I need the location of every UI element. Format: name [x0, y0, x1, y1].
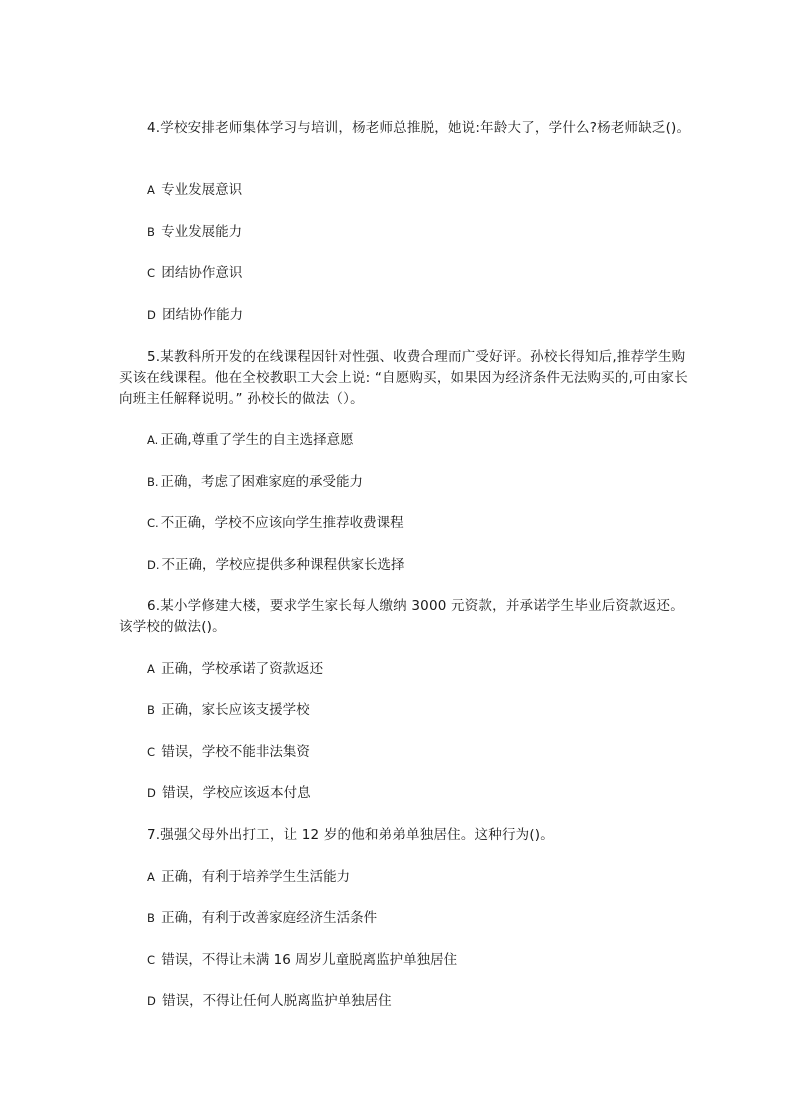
option-letter: B: [147, 703, 155, 717]
option-letter: B: [147, 225, 155, 239]
option-text: 不正确，学校不应该向学生推荐收费课程: [160, 515, 404, 531]
option-text: 专业发展意识: [156, 182, 243, 198]
question-text: 5.某教科所开发的在线课程因针对性强、收费合理而广受好评。孙校长得知后,推荐学生购买该在线课程。他在全校教职工大会上说: “自愿购买，如果因为经济条件无法购买的,可由家长向班主任解释说明。” 孙校长的做法（）。: [119, 349, 688, 407]
option-text: 正确，有利于改善家庭经济生活条件: [156, 910, 378, 926]
option-letter: C.: [147, 516, 159, 530]
option-letter: A: [147, 183, 155, 197]
question-4-option-a: [147, 180, 242, 200]
question-4-option-c: [147, 263, 242, 283]
option-letter: B.: [147, 475, 159, 489]
question-4-option-d: [147, 305, 243, 325]
option-text: 错误，不得让未满 16 周岁儿童脱离监护单独居住: [157, 952, 458, 968]
question-7-option-c: [147, 950, 457, 970]
option-text: 正确，学校承诺了资款返还: [156, 661, 324, 677]
question-7-option-b: [147, 908, 377, 928]
option-letter: C: [147, 266, 156, 280]
question-7-option-d: [147, 991, 392, 1011]
option-letter: B: [147, 911, 155, 925]
option-letter: A: [147, 870, 155, 884]
option-text: 错误，学校应该返本付息: [157, 785, 311, 801]
question-text: 4.学校安排老师集体学习与培训，杨老师总推脱，她说:年龄大了，学什么?杨老师缺乏()。: [147, 120, 691, 136]
question-6-option-b: [147, 700, 310, 720]
question-7-option-a: [147, 867, 350, 887]
question-4-stem: [119, 118, 691, 139]
question-4-option-b: [147, 222, 242, 242]
question-5-stem: [119, 347, 691, 410]
question-6-option-c: [147, 742, 310, 762]
option-letter: D: [147, 308, 156, 322]
option-text: 正确,尊重了学生的自主选择意愿: [160, 432, 354, 448]
question-text: 7.强强父母外出打工，让 12 岁的他和弟弟单独居住。这种行为()。: [147, 827, 554, 843]
option-letter: C: [147, 953, 156, 967]
question-5-option-c: [147, 513, 404, 533]
option-text: 错误，学校不能非法集资: [157, 744, 310, 760]
question-6-option-d: [147, 783, 311, 803]
option-text: 团结协作意识: [157, 265, 243, 281]
option-text: 团结协作能力: [157, 307, 244, 323]
question-5-option-a: [147, 430, 354, 450]
option-letter: A.: [147, 433, 159, 447]
option-letter: D: [147, 786, 156, 800]
option-text: 专业发展能力: [156, 224, 243, 240]
question-5-option-b: [147, 472, 363, 492]
option-letter: C: [147, 745, 156, 759]
option-letter: D: [147, 994, 156, 1008]
question-6-option-a: [147, 659, 323, 679]
question-6-stem: [119, 596, 691, 638]
question-5-option-d: [147, 555, 405, 575]
option-text: 正确，家长应该支援学校: [156, 702, 310, 718]
question-7-stem: [119, 825, 691, 846]
option-text: 正确，考虑了困难家庭的承受能力: [160, 474, 364, 490]
option-text: 不正确，学校应提供多种课程供家长选择: [161, 557, 405, 573]
option-letter: D.: [147, 558, 160, 572]
option-text: 错误，不得让任何人脱离监护单独居住: [157, 993, 392, 1009]
question-text: 6.某小学修建大楼，要求学生家长每人缴纳 3000 元资款，并承诺学生毕业后资款返还。该学校的做法()。: [119, 598, 684, 635]
option-letter: A: [147, 662, 155, 676]
option-text: 正确，有利于培养学生生活能力: [156, 869, 351, 885]
